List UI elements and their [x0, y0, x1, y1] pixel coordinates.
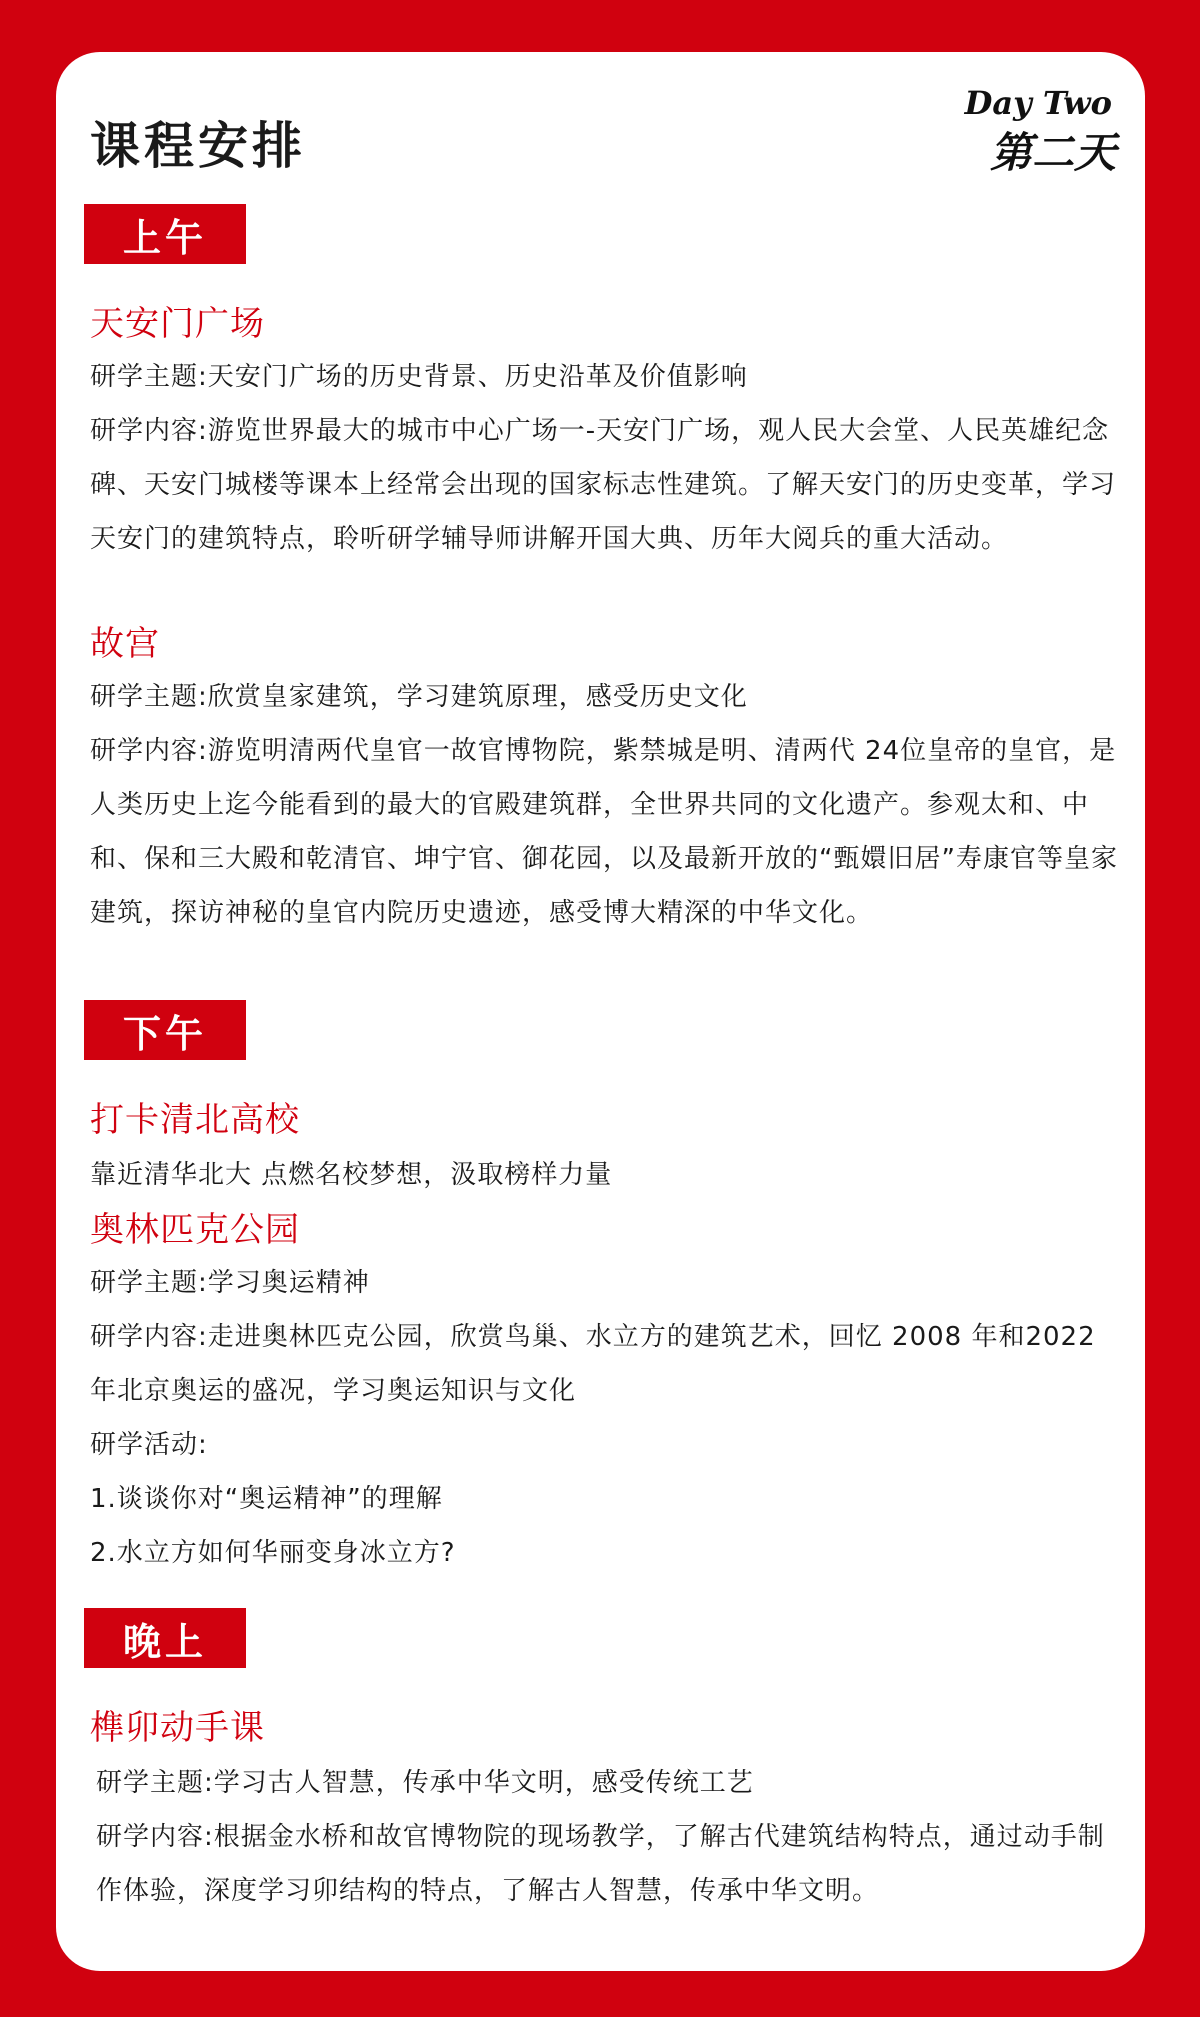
theme-olympic-park: 研学主题:学习奥运精神	[90, 1268, 370, 1298]
content-gugong: 研学内容:游览明清两代皇官一故官博物院，紫禁城是明、清两代 24位皇帝的皇官，是人类历史上迄今能看到的最大的官殿建筑群，全世界共同的文化遗产。参观太和、中和、保和三大殿和乾清官、坤宁官、御花园，以及最新开放的“甄嬛旧居”寿康官等皇家建筑，探访神秘的皇官内院历史遗迹，感受博大精深的中华文化。	[90, 736, 1118, 928]
activity-title: 研学活动:	[90, 1430, 208, 1460]
heading-sunmao: 榫卯动手课	[90, 1708, 265, 1748]
activity-item-2: 2.水立方如何华丽变身冰立方?	[90, 1538, 456, 1568]
heading-tiananmen: 天安门广场	[90, 304, 265, 344]
section-label-afternoon: 下午	[84, 1000, 246, 1060]
theme-tiananmen: 研学主题:天安门广场的历史背景、历史沿革及价值影响	[90, 362, 748, 392]
theme-sunmao: 研学主题:学习古人智慧，传承中华文明，感受传统工艺	[96, 1768, 754, 1798]
content-qingbei: 靠近清华北大 点燃名校梦想，汲取榜样力量	[90, 1160, 613, 1190]
page-title: 课程安排	[90, 117, 306, 175]
content-sunmao: 研学内容:根据金水桥和故官博物院的现场教学，了解古代建筑结构特点，通过动手制作体验，深度学习卯结构的特点，了解古人智慧，传承中华文明。	[96, 1822, 1105, 1906]
heading-olympic-park: 奥林匹克公园	[90, 1210, 300, 1250]
section-label-evening: 晚上	[84, 1608, 246, 1668]
activity-item-1: 1.谈谈你对“奥运精神”的理解	[90, 1484, 443, 1514]
content-olympic-park: 研学内容:走进奥林匹克公园，欣赏鸟巢、水立方的建筑艺术，回忆 2008 年和2022 年北京奥运的盛况，学习奥运知识与文化	[90, 1322, 1096, 1406]
heading-qingbei: 打卡清北高校	[90, 1100, 300, 1140]
day-label-en: Day Two	[964, 84, 1112, 122]
theme-gugong: 研学主题:欣赏皇家建筑，学习建筑原理，感受历史文化	[90, 682, 748, 712]
content-tiananmen: 研学内容:游览世界最大的城市中心广场一-天安门广场，观人民大会堂、人民英雄纪念碑、天安门城楼等课本上经常会出现的国家标志性建筑。了解天安门的历史变革，学习天安门的建筑特点，聆听研学辅导师讲解开国大典、历年大阅兵的重大活动。	[90, 416, 1117, 554]
section-label-morning: 上午	[84, 204, 246, 264]
heading-gugong: 故宫	[90, 624, 160, 664]
day-label-cn: 第二天	[989, 128, 1116, 177]
